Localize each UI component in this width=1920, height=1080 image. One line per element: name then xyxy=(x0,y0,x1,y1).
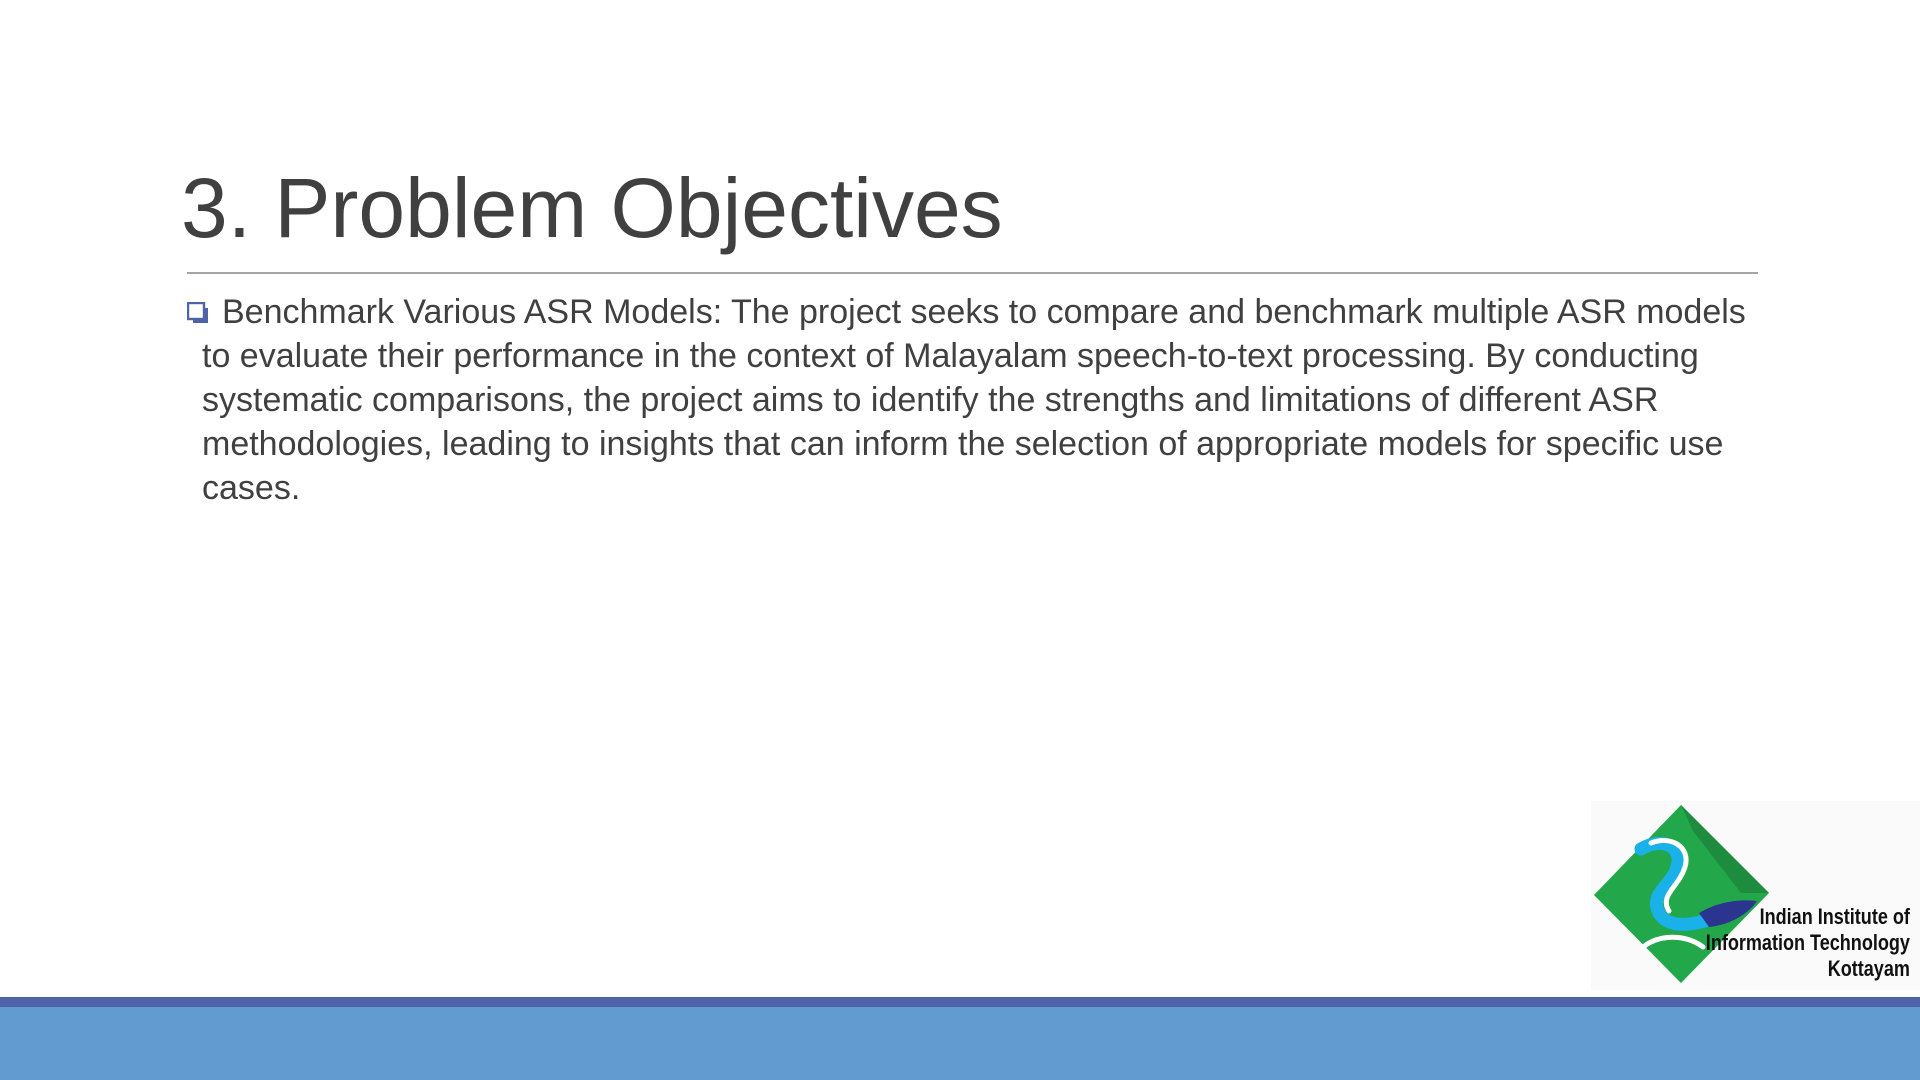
institute-logo xyxy=(1591,801,1920,990)
footer-band-light xyxy=(0,1007,1920,1080)
logo-text xyxy=(1706,904,1910,982)
footer-band-dark xyxy=(0,997,1920,1007)
logo-text-line-2: Information Technology xyxy=(1705,930,1910,955)
bullet-item xyxy=(187,290,1747,510)
logo-text-line-3: Kottayam xyxy=(1827,956,1910,981)
hollow-square-bullet-icon xyxy=(187,302,209,324)
logo-text-line-1: Indian Institute of xyxy=(1759,904,1910,929)
title-divider xyxy=(187,272,1758,274)
slide-title: 3. Problem Objectives xyxy=(181,161,1003,255)
bullet-text: Benchmark Various ASR Models: The project seeks to compare and benchmark multiple ASR models to evaluate their performance in the context of Malayalam speech-to-text processing. By conducting systematic comparisons, the project aims to identify the strengths and limitations of different ASR methodologies, leading to insights that can inform the selection of appropriate models for specific use cases. xyxy=(202,293,1746,507)
slide-body xyxy=(187,290,1747,510)
